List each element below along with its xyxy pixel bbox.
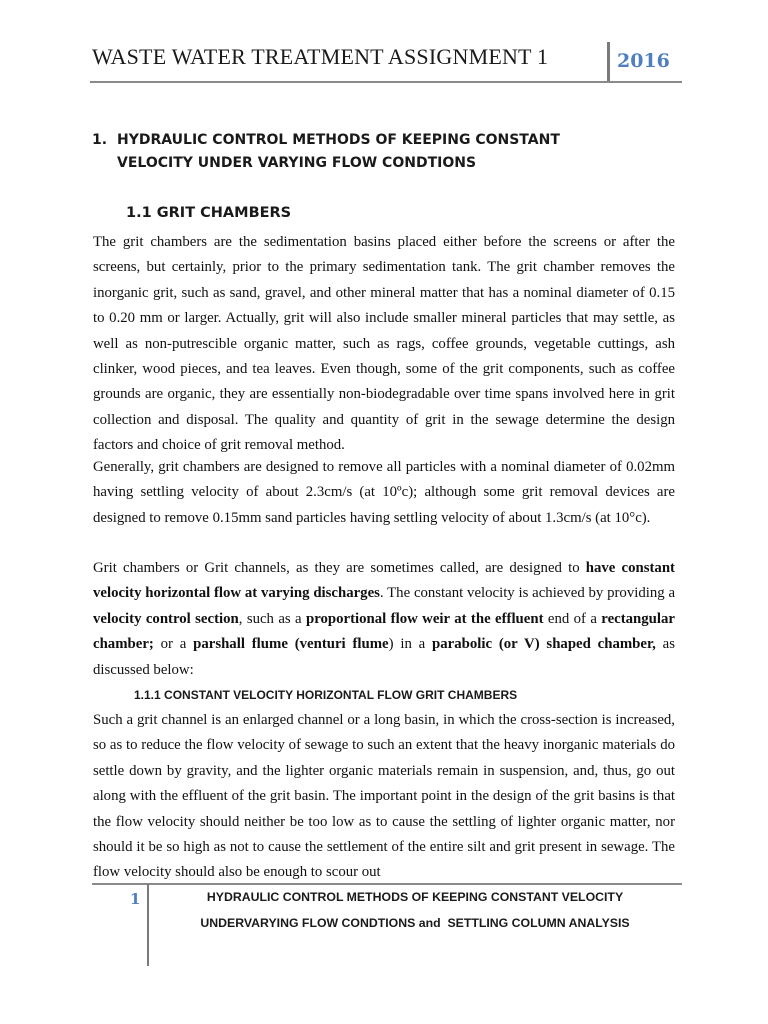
p3-text-2: . The constant velocity is achieved by providing a [379, 585, 676, 602]
section-1-number: 1. [92, 132, 108, 148]
p3-bold-velocity-control: velocity control section [93, 610, 239, 627]
header-rule [90, 81, 682, 83]
p3-bold-proportional-weir: proportional flow weir at the effluent [305, 610, 544, 627]
footer-title [160, 884, 670, 936]
section-1-1-1-heading: 1.1.1 CONSTANT VELOCITY HORIZONTAL FLOW GRIT CHAMBERS [134, 688, 518, 702]
section-1-title-line2: VELOCITY UNDER VARYING FLOW CONDTIONS [117, 155, 477, 171]
p3-text-3: , such as a [238, 610, 306, 627]
header-divider-vertical [607, 42, 610, 82]
section-1-1-heading: 1.1 GRIT CHAMBERS [126, 205, 292, 221]
p3-text-6: ) in a [388, 636, 433, 653]
paragraph-grit-particle-design: Generally, grit chambers are designed to remove all particles with a nominal diameter of 0.02mm having settling velocity of about 2.3cm/s (at 10ºc); although some grit removal devices are designed to remove 0.15mm sand particles having settling velocity of about 1.3cm/s (at 10°c). [93, 459, 675, 526]
paragraph-grit-channel-description: Such a grit channel is an enlarged channel or a long basin, in which the cross-section is increased, so as to reduce the flow velocity of sewage to such an extent that the heavy inorganic materials do settle down by gravity, and the lighter organic materials remain in suspension, and, thus, go out along with the effluent of the grit basin. The important point in the design of the grit basins is that the flow velocity should neither be too low as to cause the settling of lighter organic matter, nor should it be so high as not to cause the settlement of the entire silt and grit present in sewage. The flow velocity should also be enough to scour out [93, 712, 675, 881]
p3-text-1: Grit chambers or Grit channels, as they are sometimes called, are designed to [93, 560, 586, 576]
p3-bold-constant-velocity: have constant velocity horizontal flow at varying discharges [93, 560, 675, 602]
footer-divider-vertical [147, 884, 149, 966]
p3-bold-parshall-flume: parshall flume (venturi flume [193, 636, 389, 653]
p3-bold-rectangular-chamber: rectangular chamber; [93, 610, 675, 653]
document-header-title: WASTE WATER TREATMENT ASSIGNMENT 1 [92, 44, 549, 69]
paragraph-grit-chambers-intro: The grit chambers are the sedimentation basins placed either before the screens or after the screens, but certainly, prior to the primary sedimentation tank. The grit chamber removes the inorganic grit, such as sand, gravel, and other mineral matter that has a nominal diameter of 0.15 to 0.20 mm or larger. Actually, grit will also include smaller mineral particles that may settle, as well as non-putrescible organic matter, such as rags, coffee grounds, vegetable cuttings, ash clinker, wood pieces, and tea leaves. Even though, some of the grit components, such as coffee grounds are organic, they are essentially non-biodegradable over time spans involved here in grit collection and disposal. The quality and quantity of grit in the sewage determine the design factors and choice of grit removal method. [93, 234, 675, 454]
paragraph-constant-velocity [93, 556, 675, 683]
section-1-heading [92, 129, 652, 175]
section-1-title-line1: HYDRAULIC CONTROL METHODS OF KEEPING CONSTANT [117, 132, 560, 148]
footer-title-line1: HYDRAULIC CONTROL METHODS OF KEEPING CONSTANT VELOCITY [206, 890, 624, 904]
p3-text-4: end of a [543, 610, 602, 627]
p3-text-7: as discussed below: [93, 636, 676, 678]
p3-text-5: or a [153, 636, 194, 653]
p3-bold-parabolic-chamber: parabolic (or V) shaped chamber, [432, 636, 656, 653]
header-year: 2016 [617, 50, 670, 72]
page-number: 1 [130, 890, 141, 908]
footer-title-line2: UNDERVARYING FLOW CONDTIONS and SETTLING COLUMN ANALYSIS [200, 916, 630, 930]
